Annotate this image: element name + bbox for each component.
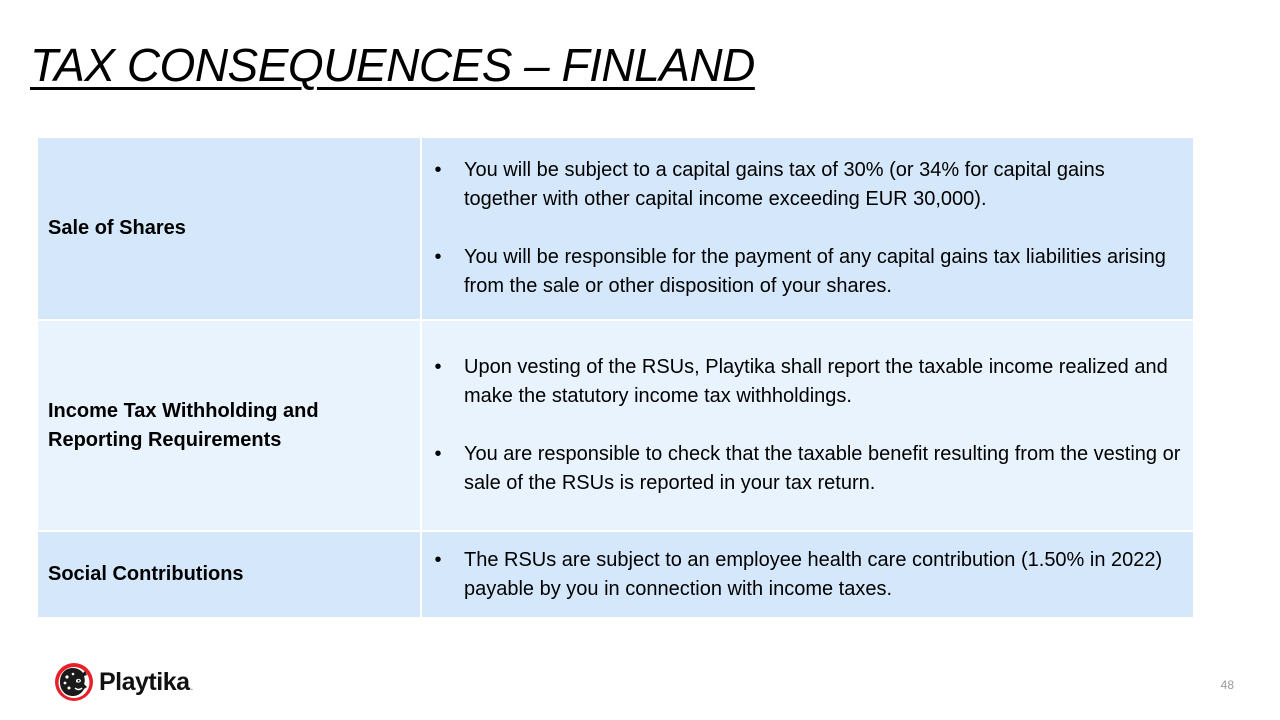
leopard-logo-icon bbox=[54, 662, 94, 702]
page-title: TAX CONSEQUENCES – FINLAND bbox=[30, 39, 755, 91]
page-number: 48 bbox=[1220, 678, 1234, 692]
logo-dot: . bbox=[190, 682, 194, 693]
playtika-logo bbox=[54, 662, 193, 702]
row-label: Income Tax Withholding and Reporting Requirements bbox=[37, 320, 421, 531]
row-label: Sale of Shares bbox=[37, 137, 421, 320]
bullet-item: • You are responsible to check that the taxable benefit resulting from the vesting or sale of the RSUs is reported in your tax return. bbox=[431, 440, 1183, 498]
bullet-item: • You will be subject to a capital gains tax of 30% (or 34% for capital gains together with other capital income exceeding EUR 30,000). bbox=[431, 156, 1183, 214]
bullet-list bbox=[431, 353, 1183, 498]
bullet-item: • You will be responsible for the payment of any capital gains tax liabilities arising from the sale or other disposition of your shares. bbox=[431, 243, 1183, 301]
table-row-social-contributions bbox=[37, 531, 1194, 618]
row-content bbox=[421, 531, 1194, 618]
bullet-list bbox=[431, 156, 1183, 301]
row-content bbox=[421, 320, 1194, 531]
logo-text: Playtika bbox=[99, 667, 190, 696]
bullet-item: • Upon vesting of the RSUs, Playtika shall report the taxable income realized and make the statutory income tax withholdings. bbox=[431, 353, 1183, 411]
table-row-sale-of-shares bbox=[37, 137, 1194, 320]
row-label: Social Contributions bbox=[37, 531, 421, 618]
table-row-income-tax-withholding bbox=[37, 320, 1194, 531]
bullet-item: • The RSUs are subject to an employee health care contribution (1.50% in 2022) payable by you in connection with income taxes. bbox=[431, 546, 1183, 604]
tax-table bbox=[36, 136, 1195, 619]
bullet-list bbox=[431, 546, 1183, 604]
row-content bbox=[421, 137, 1194, 320]
